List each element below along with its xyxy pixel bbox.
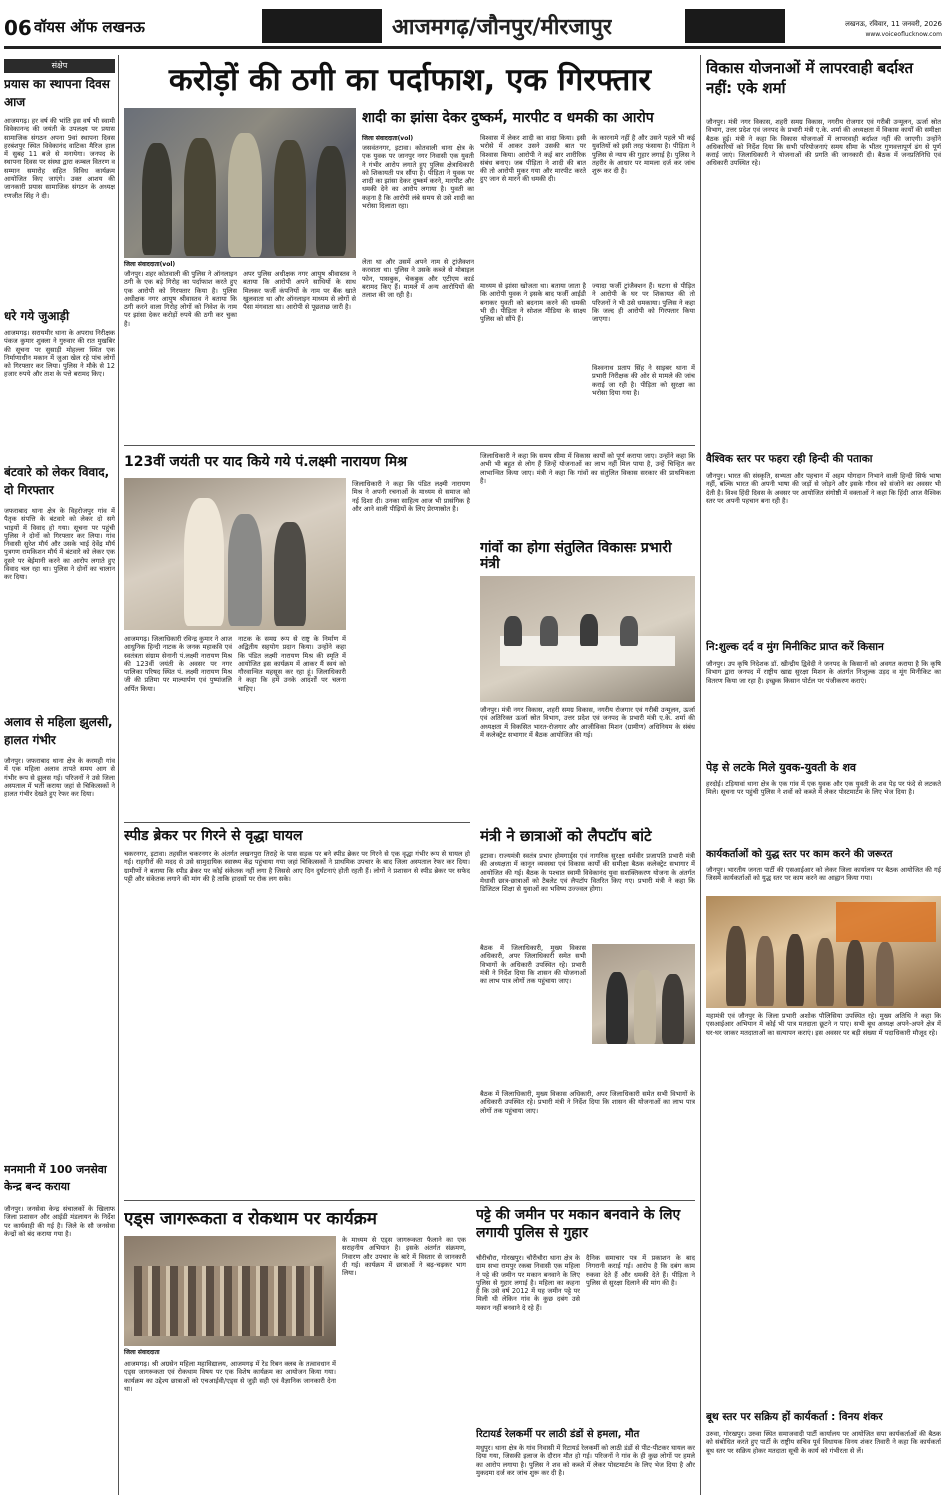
jayanti-body-2: नाटक के समग्र रूप से राष्ट्र के निर्माण में अद्वितीय सहयोग प्रदान किया। उन्होंने कहा कि पंडित लक्ष्मी नारायण मिश्र की स्मृति में आयोजित इस कार्यक्रम में आकर मैं स्वयं को गौरवान्वित महसूस कर रहा हूं। जिलाधिकारी ने कहा कि हमें उनके आदर्शों पर चलना चाहिए। xyxy=(238,635,346,693)
right-r5-body-2: महामंत्री एवं जौनपुर के जिला प्रभारी अशोक पौलिसिया उपस्थित रहे। मुख्य अतिथि ने कहा कि एसआईआर अभियान में कोई भी पात्र मतदाता छूटने न पाए। सभी बूथ अध्यक्ष अपने-अपने क्षेत्र में घर-घर जाकर मतदाताओं का सत्यापन कराएं। इस अवसर पर बड़ी संख्या में पदाधिकारी मौजूद रहे। xyxy=(706,1012,941,1037)
patta-body-2: दैनिक समाचार पत्र में प्रकाशन के बाद निगरानी कराई गई। आरोप है कि दबंग काम रुकवा देते हैं और धमकी देते हैं। पीड़िता ने पुलिस से सुरक्षा दिलाने की मांग की है। xyxy=(586,1254,695,1287)
sidebar-s5-title: मनमानी में 100 जनसेवा केन्द्र बन्द कराया xyxy=(4,1163,107,1193)
section-title: आजमगढ़/जौनपुर/मीरजापुर xyxy=(392,15,612,40)
laptop-body-b: बैठक में जिलाधिकारी, मुख्य विकास अधिकारी, अपर जिलाधिकारी समेत सभी विभागों के अधिकारी उपस्थित रहे। प्रभारी मंत्री ने निर्देश दिया कि शासन की योजनाओं का लाभ पात्र लोगों तक पहुंचाया जाए। xyxy=(480,1090,695,1115)
right-r1-title: विकास योजनाओं में लापरवाही बर्दाश्त नहीं: एके शर्मा xyxy=(706,59,914,97)
lead-body-2: अपर पुलिस अधीक्षक नगर आयुष श्रीवास्तव ने बताया कि आरोपी अपने साथियों के साथ मिलकर फर्जी कंपनियों के नाम पर बैंक खाते खुलवाता था और ऑनलाइन माध्यम से लोगों से पैसा मंगवाता था। आरोपी से पूछताछ जारी है। xyxy=(243,270,356,312)
village-body-2: जिलाधिकारी ने कहा कि समय सीमा में विकास कार्यों को पूर्ण कराया जाए। उन्होंने कहा कि अभी भी बहुत से लोग हैं जिन्हें योजनाओं का लाभ नहीं मिल पाया है, उन्हें चिन्हित कर लाभान्वित किया जाए। मंत्री ने कहा कि गांवों का संतुलित विकास सरकार की प्राथमिकता है। xyxy=(480,452,695,485)
lead-photo xyxy=(124,108,356,258)
rule-2 xyxy=(124,822,470,823)
retired-body: मधुपुर। थाना क्षेत्र के गांव निवासी में रिटायर्ड रेलकर्मी को लाठी डंडों से पीट-पीटकर घायल कर दिया गया, जिसकी इलाज के दौरान मौत हो गई। परिजनों ने गांव के ही कुछ लोगों पर हमले का आरोप लगाया है। पुलिस ने शव को कब्जे में लेकर पोस्टमार्टम के लिए भेज दिया है और मुकदमा दर्ज कर जांच शुरू कर दी है। xyxy=(476,1444,695,1477)
laptop-caption: बैठक में जिलाधिकारी, मुख्य विकास अधिकारी, अपर जिलाधिकारी समेत सभी विभागों के अधिकारी उपस्थित रहे। प्रभारी मंत्री ने निर्देश दिया कि शासन की योजनाओं का लाभ पात्र लोगों तक पहुंचाया जाए। xyxy=(480,944,586,986)
jayanti-body-1: आजमगढ़। जिलाधिकारी रविन्द्र कुमार ने आज आधुनिक हिन्दी नाटक के जनक महाकवि एवं स्वतंत्रता संग्राम सेनानी पं.लक्ष्मी नारायण मिश्र की 123वीं जयंती के अवसर पर नगर पालिका परिषद स्थित पं. लक्ष्मी नारायण मिश्र जी की प्रतिमा पर माल्यार्पण एवं पुष्पांजलि अर्पित किया। xyxy=(124,635,232,693)
rule-1 xyxy=(124,445,695,446)
aids-body-2: के माध्यम से एड्स जागरूकता फैलाने का एक सराहनीय अभियान है। इसके अंतर्गत संक्रमण, निवारण और उपचार के बारे में विस्तार से जानकारी दी गई। कार्यक्रम में छात्राओं ने बढ़-चढ़कर भाग लिया। xyxy=(342,1236,466,1278)
paper-name: वॉयस ऑफ लखनऊ xyxy=(34,18,145,36)
right-r5-body: जौनपुर। भारतीय जनता पार्टी की एसआईआर को लेकर जिला कार्यालय पर बैठक आयोजित की गई जिसमें कार्यकर्ताओं को युद्ध स्तर पर काम करने का आह्वान किया गया। xyxy=(706,866,941,883)
sidebar-s2-title: धरे गये जुआड़ी xyxy=(4,309,70,323)
laptop-body: इटावा। राज्यमंत्री स्वतंत्र प्रभार होमगार्ड्स एवं नागरिक सुरक्षा धर्मवीर प्रजापति प्रभारी मंत्री की अध्यक्षता में कानून व्यवस्था एवं विकास कार्यों की समीक्षा बैठक कलेक्ट्रेट सभागार में आयोजित की गई। बैठक के पश्चात स्वामी विवेकानंद युवा सशक्तिकरण योजना के अंतर्गत मेधावी छात्र-छात्राओं को टैबलेट एवं लैपटॉप वितरित किए गए। प्रभारी मंत्री ने कहा कि डिजिटल शिक्षा से युवाओं का भविष्य उज्ज्वल होगा। xyxy=(480,852,695,894)
sidebar-divider xyxy=(118,55,119,1495)
sidebar xyxy=(4,55,115,1495)
masthead xyxy=(0,0,945,50)
speedbreaker-headline: स्पीड ब्रेकर पर गिरने से वृद्धा घायल xyxy=(124,828,303,844)
aids-body-1: आजमगढ़। श्री अग्रसेन महिला महाविद्यालय, आजमगढ़ में रेड रिबन क्लब के तत्वावधान में एड्स जागरूकता एवं रोकथाम विषय पर एक विशेष कार्यक्रम का आयोजन किया गया। कार्यक्रम का उद्देश्य छात्राओं को एचआईवी/एड्स से जुड़ी सही एवं वैज्ञानिक जानकारी देना था। xyxy=(124,1360,336,1393)
sidebar-s3-body: जफराबाद थाना क्षेत्र के विहरोजपुर गांव में पैतृक संपत्ति के बंटवारे को लेकर दो सगे भाइयों में विवाद हो गया। सूचना पर पहुंची पुलिस ने दोनों को गिरफ्तार कर लिया। गांव निवासी सुरेश मौर्य और उसके भाई देवेंद्र मौर्य पुत्रगण रामकिशन मौर्य में बंटवारे को लेकर एक दूसरे पर बेईमानी करने का आरोप लगाते हुए विवाद चल रहा था। पुलिस ने दोनों का चालान कर दिया। xyxy=(4,507,115,582)
rule-3 xyxy=(124,1200,695,1201)
sidebar-s1-title: प्रयास का स्थापना दिवस आज xyxy=(4,77,110,109)
right-r3-body: जौनपुर। उप कृषि निदेशक डॉ. खीन्द्रीय द्विवेदी ने जनपद के किसानों को अवगत कराया है कि कृषि विभाग द्वारा जनपद में राष्ट्रीय खाद्य सुरक्षा मिशन के अंतर्गत निःशुल्क उड़द व मूंग मिनीकिट का वितरण किया जा रहा है। इच्छुक किसान पोर्टल पर पंजीकरण कराएं। xyxy=(706,660,941,685)
right-r6-title: बूथ स्तर पर सक्रिय हों कार्यकर्ता : विनय शंकर xyxy=(706,1411,883,1423)
rape-byline: जिला संवाददाता(vol) xyxy=(362,135,414,142)
right-r2-body: जौनपुर। भारत की संस्कृति, सभ्यता और पहचान में अहम योगदान निभाने वाली हिन्दी सिर्फ भाषा नहीं, बल्कि भारत की अपनी भाषा की जड़ों से जोड़ने और इसके गौरव को संजोने का अवसर भी देती है। विश्व हिंदी दिवस के अवसर पर आयोजित संगोष्ठी में वक्ताओं ने कहा कि हिंदी आज वैश्विक स्तर पर अपनी पहचान बना रही है। xyxy=(706,472,941,505)
sidebar-s2-body: आजमगढ़। सरायमीर थाना के अपराध निरीक्षक पंकज कुमार शुक्ला ने गुरुवार की रात मुखबिर की सूचना पर सुसाड़ी मोहल्ला स्थित एक निर्माणाधीन मकान में जुआ खेल रहे पांच लोगों को गिरफ्तार कर लिया। पुलिस ने मौके से 12 हजार रुपये और ताश के पत्ते बरामद किए। xyxy=(4,329,115,379)
lead-photo-caption: जिला संवाददाता(vol) xyxy=(124,261,176,268)
patta-headline: पट्टे की जमीन पर मकान बनवाने के लिए लगायी पुलिस से गुहार xyxy=(476,1207,681,1241)
patta-body: चौरीचौरा, गोरखपुर। चौरीचौरा थाना क्षेत्र के ग्राम सभा रामपुर रकबा निवासी एक महिला ने पट्टे की जमीन पर मकान बनवाने के लिए पुलिस से गुहार लगाई है। महिला का कहना है कि उसे वर्ष 2012 में यह जमीन पट्टे पर मिली थी लेकिन गांव के कुछ दबंग उसे मकान नहीं बनवाने दे रहे हैं। xyxy=(476,1254,580,1312)
village-photo xyxy=(480,576,695,702)
rape-body-6: विश्वनाथ प्रताप सिंह ने साइबर थाना में प्रभारी निरीक्षक की ओर से मामले की जांच कराई जा रही है। पीड़िता को सुरक्षा का भरोसा दिया गया है। xyxy=(592,364,695,397)
sidebar-s4-title: अलाव से महिला झुलसी, हालत गंभीर xyxy=(4,715,113,747)
right-r6-body: उरुवा, गोरखपुर। उरुवा स्थित समाजवादी पार्टी कार्यालय पर आयोजित सपा कार्यकर्ताओं की बैठक को संबोधित करते हुए पार्टी के राष्ट्रीय सचिव पूर्व विधायक विनय शंकर तिवारी ने कहा कि कार्यकर्ता बूथ स्तर पर सक्रिय होकर मतदाता सूची के कार्य को गंभीरता से लें। xyxy=(706,1430,941,1455)
masthead-bar xyxy=(262,9,382,43)
village-headline: गांवों का होगा संतुलित विकासः प्रभारी मंत्री xyxy=(480,540,672,572)
lead-body-1: जौनपुर। शहर कोतवाली की पुलिस ने ऑनलाइन ठगी के एक बड़े गिरोह का पर्दाफाश करते हुए एक आरोपी को गिरफ्तार किया है। पुलिस अधीक्षक नगर आयुष श्रीवास्तव ने बताया कि ठगी करने वाला गिरोह लोगों को निवेश के नाम पर झांसा देकर करोड़ों रुपये की ठगी कर चुका है। xyxy=(124,270,237,328)
right-r4-title: पेड़ से लटके मिले युवक-युवती के शव xyxy=(706,761,857,774)
lead-body-3: लेता था और उसमें अपने नाम से ट्रांजैक्शन करवाता था। पुलिस ने उसके कब्जे से मोबाइल फोन, पासबुक, चेकबुक और एटीएम कार्ड बरामद किए हैं। मामले में अन्य आरोपियों की तलाश की जा रही है। xyxy=(362,258,474,300)
website: www.voiceoflucknow.com xyxy=(865,31,942,38)
aids-photo xyxy=(124,1236,336,1346)
right-r3-title: नि:शुल्क दर्द व मुंग मिनीकिट प्राप्त करें किसान xyxy=(706,641,884,653)
sidebar-s4-body: जौनपुर। जफराबाद थाना क्षेत्र के करमही गांव में एक महिला अलाव तापते समय आग से गंभीर रूप से झुलस गई। परिजनों ने उसे जिला अस्पताल में भर्ती कराया जहां से चिकित्सकों ने हालत गंभीर देखते हुए रेफर कर दिया। xyxy=(4,757,115,799)
page-number: 06 xyxy=(4,16,32,40)
rape-headline: शादी का झांसा देकर दुष्कर्म, मारपीट व धमकी का आरोप xyxy=(362,110,654,126)
rape-body-2: विश्वास में लेकर शादी का वादा किया। इसी भरोसे में आकर उसने उसकी बात पर विश्वास किया। आरोपी ने कई बार शारीरिक संबंध बनाए। जब पीड़िता ने शादी की बात की तो आरोपी मुकर गया और मारपीट करते हुए जान से मारने की धमकी दी। xyxy=(480,134,586,184)
sidebar-tag: संक्षेप xyxy=(4,59,115,73)
laptop-photo xyxy=(592,944,695,1044)
sidebar-s3-title: बंटवारे को लेकर विवाद, दो गिरफ्तार xyxy=(4,465,110,497)
right-r2-title: वैश्विक स्तर पर फहरा रही हिन्दी की पताका xyxy=(706,453,873,465)
rape-body-1: जसवंतनगर, इटावा। कोतवाली थाना क्षेत्र के एक युवक पर जानपुर नगर निवासी एक युवती ने गंभीर आरोप लगाते हुए पुलिस क्षेत्राधिकारी को शिकायती पत्र सौंपा है। पीड़िता ने युवक पर शादी का झांसा देकर दुष्कर्म करने, मारपीट और धमकी देने का आरोप लगाया है। युवती का कहना है कि आरोपी लंबे समय से उसे शादी का भरोसा दिलाता रहा। xyxy=(362,144,474,211)
jayanti-headline: 123वीं जयंती पर याद किये गये पं.लक्ष्मी नारायण मिश्र xyxy=(124,454,407,470)
sidebar-s5-body: जौनपुर। जनसेवा केन्द्र संचालकों के खिलाफ जिला प्रशासन और आईडी मंडलायन के निर्देश पर कार्यवाही की गई है। जिले के सौ जनसेवा केन्द्रों को बंद कराया गया है। xyxy=(4,1205,115,1238)
masthead-rule xyxy=(4,46,941,49)
dateline: लखनऊ, रविवार, 11 जनवरी, 2026 xyxy=(845,20,942,28)
speedbreaker-body: चकरनगर, इटावा। तहसील चकरनगर के अंतर्गत लखनपुरा तिराहे के पास सड़क पर बने स्पीड ब्रेकर पर गिरने से एक वृद्धा गंभीर रूप से घायल हो गई। राहगीरों की मदद से उसे सामुदायिक स्वास्थ्य केंद्र पहुंचाया गया जहां चिकित्सकों ने प्राथमिक उपचार के बाद जिला अस्पताल रेफर कर दिया। ग्रामीणों ने बताया कि स्पीड ब्रेकर पर कोई संकेतक नहीं लगा है जिससे आए दिन दुर्घटनाएं होती रहती हैं। लोगों ने प्रशासन से स्पीड ब्रेकर पर सफेद पट्टी और संकेतक लगाने की मांग की है ताकि हादसों पर रोक लग सके। xyxy=(124,850,470,883)
village-body-1: जौनपुर। मंत्री नगर विकास, शहरी समग्र विकास, नगरीय रोजगार एवं गरीबी उन्मूलन, ऊर्जा एवं अतिरिक्त ऊर्जा स्रोत विभाग, उत्तर प्रदेश एवं जनपद के प्रभारी मंत्री ए.के. शर्मा की अध्यक्षता में विकसित भारत-रोजगार और आजीविका मिशन (ग्रामीण) अधिनियम के संबंध में कलेक्ट्रेट सभागार में बैठक आयोजित की गई। xyxy=(480,706,695,739)
right-r5-photo xyxy=(706,896,941,1008)
sidebar-s1-body: आजमगढ़। हर वर्ष की भांति इस वर्ष भी स्वामी विवेकानन्द की जयंती के उपलक्ष्य पर प्रयास सामाजिक संगठन अपना 9वां स्थापना दिवस हरबंशपुर स्थित विवेकानंद वाटिका मैरिज हाल में सुबह 11 बजे से मनायेगा। जनपद के स्थापना दिवस पर संस्था द्वारा कम्बल वितरण व सम्मान समारोह सहित विविध कार्यक्रम आयोजित किए जाएंगे। उक्त आशय की जानकारी प्रयास सामाजिक संगठन के अध्यक्ष रणजीत सिंह ने दी। xyxy=(4,117,115,200)
retired-headline: रिटायर्ड रेलकर्मी पर लाठी डंडों से हमला, मौत xyxy=(476,1429,640,1440)
lead-headline: करोड़ों की ठगी का पर्दाफाश, एक गिरफ्तार xyxy=(168,62,652,98)
rape-body-5: ज्यादा फर्जी ट्रांजैक्शन हैं। घटना से पीड़ित ने आरोपी के घर पर शिकायत की तो परिजनों ने भी उसे धमकाया। पुलिस ने कहा कि जल्द ही आरोपी को गिरफ्तार किया जाएगा। xyxy=(592,282,695,324)
right-divider xyxy=(700,55,701,1495)
masthead-bar-right xyxy=(685,9,785,43)
aids-byline: जिला संवाददाता xyxy=(124,1349,160,1356)
jayanti-body-2b: जिलाधिकारी ने कहा कि पंडित लक्ष्मी नारायण मिश्र ने अपनी रचनाओं के माध्यम से समाज को नई दिशा दी। उनका साहित्य आज भी प्रासंगिक है और आने वाली पीढ़ियों के लिए प्रेरणास्रोत है। xyxy=(352,480,470,513)
rape-body-3: के कारनामे नहीं है और उसने पहले भी कई युवतियों को इसी तरह फंसाया है। पीड़िता ने पुलिस से न्याय की गुहार लगाई है। पुलिस ने तहरीर के आधार पर मामला दर्ज कर जांच शुरू कर दी है। xyxy=(592,134,695,176)
rape-body-4: माध्यम से झांसा खोजता था। बताया जाता है कि आरोपी युवक ने इसके बाद फर्जी आईडी बनाकर युवती को बदनाम करने की धमकी भी दी। पीड़िता ने सोशल मीडिया के साक्ष्य पुलिस को सौंपे हैं। xyxy=(480,282,586,324)
right-r1-body: जौनपुर। मंत्री नगर विकास, शहरी समग्र विकास, नगरीय रोजगार एवं गरीबी उन्मूलन, ऊर्जा स्रोत विभाग, उत्तर प्रदेश एवं जनपद के प्रभारी मंत्री ए.के. शर्मा की अध्यक्षता में विकास कार्यों की समीक्षा बैठक हुई। मंत्री ने कहा कि विकास योजनाओं में लापरवाही बर्दाश्त नहीं की जाएगी। उन्होंने अधिकारियों को निर्देश दिया कि सभी परियोजनाएं समय सीमा के भीतर गुणवत्तापूर्ण ढंग से पूर्ण कराई जाएं। जिलाधिकारी ने योजनाओं की प्रगति की जानकारी दी। बैठक में जनप्रतिनिधि एवं अधिकारी उपस्थित रहे। xyxy=(706,118,941,168)
laptop-headline: मंत्री ने छात्राओं को लैपटॉप बांटे xyxy=(480,827,652,845)
right-r4-body: हरदोई। टड़ियावां थाना क्षेत्र के एक गांव में एक युवक और एक युवती के शव पेड़ पर फंदे से लटकते मिले। सूचना पर पहुंची पुलिस ने शवों को कब्जे में लेकर पोस्टमार्टम के लिए भेज दिया है। xyxy=(706,780,941,797)
jayanti-photo xyxy=(124,478,346,630)
aids-headline: एड्स जागरूकता व रोकथाम पर कार्यक्रम xyxy=(124,1209,377,1229)
right-r5-title: कार्यकर्ताओं को युद्ध स्तर पर काम करने की जरूरत xyxy=(706,849,893,860)
